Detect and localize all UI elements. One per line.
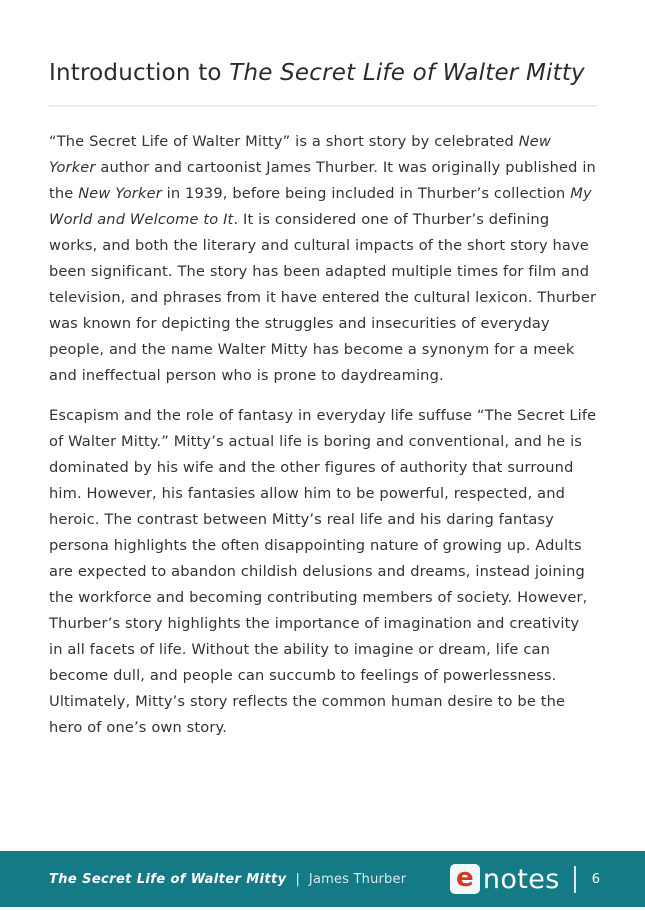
footer-right xyxy=(450,864,600,894)
text-segment-italic: New Yorker xyxy=(49,133,551,176)
text-segment-italic: New Yorker xyxy=(78,185,162,202)
footer-bar xyxy=(0,851,645,907)
footer-author: James Thurber xyxy=(308,871,407,887)
footer-left xyxy=(49,872,406,887)
text-segment: “The Secret Life of Walter Mitty” is a short story by celebrated xyxy=(49,133,519,150)
page-title xyxy=(49,56,597,91)
text-segment: author and cartoonist James Thurber. It was originally published in the xyxy=(49,159,596,202)
enotes-logo xyxy=(450,864,560,894)
enotes-e-box xyxy=(450,864,480,894)
enotes-e-icon: e xyxy=(455,863,474,893)
page-title-book-name: The Secret Life of Walter Mitty xyxy=(229,60,585,86)
page-number: 6 xyxy=(591,871,600,887)
paragraph xyxy=(49,403,597,741)
paragraph xyxy=(49,129,597,389)
page-title-prefix: Introduction to xyxy=(49,60,230,86)
text-segment: in 1939, before being included in Thurber’s collection xyxy=(161,185,571,202)
footer-book-title: The Secret Life of Walter Mitty xyxy=(49,871,287,887)
title-divider xyxy=(49,105,597,107)
text-segment-italic: My World and Welcome to It xyxy=(49,185,592,228)
text-segment: . It is considered one of Thurber’s defining works, and both the literary and cultural impacts of the short story have been significant. The story has been adapted multiple times for film and television, and phrases from it have entered the cultural lexicon. Thurber was known for depicting the struggles and insecurities of everyday people, and the name Walter Mitty has become a synonym for a meek and ineffectual person who is prone to daydreaming. xyxy=(49,211,597,384)
footer-separator: | xyxy=(295,871,300,887)
enotes-notes-text: notes xyxy=(482,863,560,895)
body-paragraphs xyxy=(49,129,597,741)
text-segment: Escapism and the role of fantasy in everyday life suffuse “The Secret Life of Walter Mitty.” Mitty’s actual life is boring and conventional, and he is dominated by his wife and the other figures of authority that surround him. However, his fantasies allow him to be powerful, respected, and heroic. The contrast between Mitty’s real life and his daring fantasy persona highlights the often disappointing nature of growing up. Adults are expected to abandon childish delusions and dreams, instead joining the workforce and becoming contributing members of society. However, Thurber’s story highlights the importance of imagination and creativity in all facets of life. Without the ability to imagine or dream, life can become dull, and people can succumb to feelings of powerlessness. Ultimately, Mitty’s story reflects the common human desire to be the hero of one’s own story. xyxy=(49,407,597,736)
footer-page-divider xyxy=(574,866,576,893)
page-content xyxy=(49,56,597,741)
